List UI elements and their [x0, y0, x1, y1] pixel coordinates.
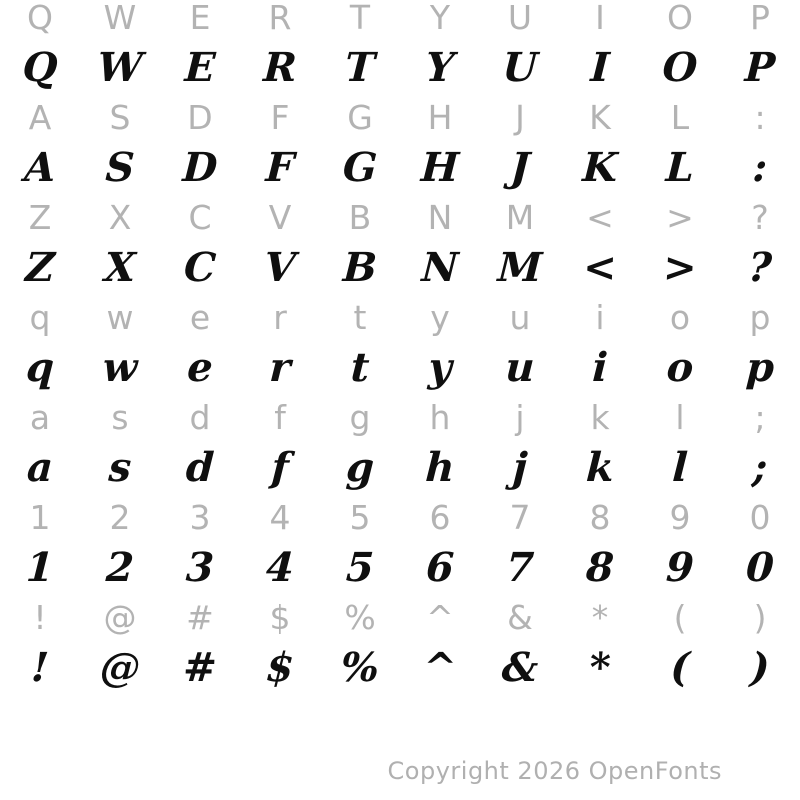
reference-glyph: N	[427, 198, 453, 237]
script-glyph: 6	[424, 544, 456, 591]
reference-glyph: K	[589, 98, 611, 137]
script-glyph-row	[0, 643, 800, 693]
script-glyph: o	[665, 344, 695, 391]
reference-glyph: R	[268, 0, 292, 37]
script-glyph: 2	[104, 544, 136, 591]
reference-glyph: l	[675, 398, 685, 437]
script-glyph: B	[341, 244, 379, 291]
script-glyph: #	[182, 644, 219, 691]
reference-glyph: T	[349, 0, 371, 37]
reference-glyph: P	[750, 0, 770, 37]
script-glyph: $	[264, 644, 296, 691]
script-glyph: p	[744, 344, 776, 391]
reference-glyph: d	[189, 398, 211, 437]
reference-glyph: i	[595, 298, 605, 337]
script-glyph: Y	[424, 44, 456, 91]
script-glyph: Q	[21, 44, 59, 91]
script-glyph: h	[424, 444, 456, 491]
script-glyph: ?	[747, 244, 773, 291]
script-glyph: Z	[24, 244, 56, 291]
reference-glyph: 2	[109, 498, 131, 537]
reference-glyph: a	[29, 398, 51, 437]
reference-glyph: ?	[751, 198, 769, 237]
reference-glyph: Q	[27, 0, 53, 37]
script-glyph: A	[23, 144, 57, 191]
reference-glyph: S	[109, 98, 131, 137]
script-glyph: )	[749, 644, 771, 691]
reference-glyph: u	[509, 298, 531, 337]
reference-glyph: C	[188, 198, 212, 237]
reference-glyph: 9	[669, 498, 691, 537]
reference-glyph: $	[269, 598, 291, 637]
script-glyph: q	[24, 344, 56, 391]
script-glyph: k	[584, 444, 616, 491]
reference-glyph: y	[430, 298, 450, 337]
reference-glyph-row	[0, 593, 800, 643]
script-glyph: K	[581, 144, 619, 191]
reference-glyph: 8	[589, 498, 611, 537]
script-glyph: 1	[24, 544, 56, 591]
script-glyph: V	[263, 244, 297, 291]
script-glyph: 9	[664, 544, 696, 591]
script-glyph: l	[671, 444, 689, 491]
reference-glyph: :	[754, 98, 766, 137]
script-glyph: X	[103, 244, 137, 291]
reference-glyph: j	[515, 398, 525, 437]
reference-glyph: >	[666, 198, 694, 237]
reference-glyph: e	[189, 298, 211, 337]
reference-glyph: Z	[28, 198, 52, 237]
reference-glyph-row	[0, 393, 800, 443]
script-glyph: (	[669, 644, 691, 691]
script-glyph: U	[501, 44, 539, 91]
reference-glyph: p	[749, 298, 771, 337]
reference-glyph: 0	[749, 498, 771, 537]
script-glyph: H	[419, 144, 461, 191]
script-glyph-row	[0, 243, 800, 293]
script-glyph: P	[743, 44, 777, 91]
reference-glyph-row	[0, 193, 800, 243]
script-glyph: !	[30, 644, 51, 691]
reference-glyph: A	[28, 98, 52, 137]
reference-glyph: <	[586, 198, 614, 237]
script-glyph: a	[25, 444, 55, 491]
script-glyph: e	[186, 344, 214, 391]
reference-glyph: H	[427, 98, 453, 137]
script-glyph: s	[107, 444, 133, 491]
reference-glyph: q	[29, 298, 51, 337]
reference-glyph: @	[103, 598, 137, 637]
reference-glyph: M	[505, 198, 535, 237]
script-glyph: S	[104, 144, 136, 191]
reference-glyph: U	[507, 0, 533, 37]
reference-glyph: 5	[349, 498, 371, 537]
script-glyph: :	[751, 144, 769, 191]
reference-glyph: 1	[29, 498, 51, 537]
script-glyph: D	[181, 144, 219, 191]
script-glyph: d	[184, 444, 216, 491]
script-glyph: u	[504, 344, 536, 391]
script-glyph: W	[96, 44, 144, 91]
reference-glyph: 7	[509, 498, 531, 537]
script-glyph: y	[427, 344, 453, 391]
reference-glyph: &	[507, 598, 533, 637]
script-glyph: <	[582, 244, 619, 291]
script-glyph-row	[0, 43, 800, 93]
script-glyph: f	[270, 444, 290, 491]
reference-glyph: V	[268, 198, 292, 237]
script-glyph-row	[0, 443, 800, 493]
reference-glyph: 3	[189, 498, 211, 537]
script-glyph: ;	[751, 444, 769, 491]
reference-glyph: 4	[269, 498, 291, 537]
script-glyph: F	[264, 144, 296, 191]
script-glyph: O	[661, 44, 699, 91]
reference-glyph: I	[595, 0, 605, 37]
script-glyph: R	[262, 44, 298, 91]
script-glyph: @	[98, 644, 142, 691]
script-glyph: L	[664, 144, 696, 191]
reference-glyph-row	[0, 493, 800, 543]
script-glyph: J	[509, 144, 531, 191]
reference-glyph: %	[344, 598, 376, 637]
reference-glyph: W	[103, 0, 137, 37]
reference-glyph: F	[270, 98, 290, 137]
script-glyph: I	[589, 44, 611, 91]
reference-glyph: f	[274, 398, 286, 437]
reference-glyph: L	[670, 98, 690, 137]
script-glyph: r	[268, 344, 292, 391]
script-glyph: &	[500, 644, 540, 691]
script-glyph: 5	[344, 544, 376, 591]
script-glyph: %	[339, 644, 381, 691]
script-glyph: j	[511, 444, 529, 491]
script-glyph: i	[591, 344, 609, 391]
script-glyph: N	[420, 244, 460, 291]
reference-glyph: t	[353, 298, 367, 337]
script-glyph: ^	[422, 644, 459, 691]
script-glyph: 4	[264, 544, 296, 591]
reference-glyph: !	[33, 598, 47, 637]
copyright-text: Copyright 2026 OpenFonts	[387, 757, 722, 785]
script-glyph: 0	[744, 544, 776, 591]
reference-glyph: *	[591, 598, 609, 637]
reference-glyph: D	[187, 98, 213, 137]
reference-glyph-row	[0, 0, 800, 43]
script-glyph: 8	[584, 544, 616, 591]
script-glyph: g	[344, 444, 376, 491]
reference-glyph: (	[673, 598, 687, 637]
reference-glyph: h	[429, 398, 451, 437]
script-glyph: M	[496, 244, 544, 291]
reference-glyph: )	[753, 598, 767, 637]
reference-glyph: ;	[754, 398, 766, 437]
reference-glyph: O	[667, 0, 693, 37]
reference-glyph: r	[273, 298, 287, 337]
script-glyph: C	[182, 244, 218, 291]
script-glyph: 7	[504, 544, 536, 591]
script-glyph: w	[101, 344, 139, 391]
script-glyph: t	[349, 344, 371, 391]
reference-glyph: E	[189, 0, 211, 37]
script-glyph: G	[341, 144, 379, 191]
reference-glyph-row	[0, 293, 800, 343]
reference-glyph: B	[348, 198, 372, 237]
script-glyph-row	[0, 543, 800, 593]
reference-glyph: g	[349, 398, 371, 437]
script-glyph: 3	[184, 544, 216, 591]
reference-glyph-row	[0, 93, 800, 143]
script-glyph: *	[588, 644, 612, 691]
reference-glyph: X	[108, 198, 132, 237]
reference-glyph: Y	[429, 0, 451, 37]
script-glyph: E	[183, 44, 217, 91]
reference-glyph: s	[111, 398, 129, 437]
script-glyph-row	[0, 143, 800, 193]
reference-glyph: ^	[426, 598, 454, 637]
script-glyph-row	[0, 343, 800, 393]
reference-glyph: k	[590, 398, 610, 437]
reference-glyph: w	[106, 298, 134, 337]
script-glyph: >	[662, 244, 699, 291]
reference-glyph: o	[669, 298, 691, 337]
reference-glyph: G	[347, 98, 373, 137]
reference-glyph: #	[186, 598, 214, 637]
reference-glyph: 6	[429, 498, 451, 537]
reference-glyph: J	[515, 98, 525, 137]
script-glyph: T	[343, 44, 377, 91]
